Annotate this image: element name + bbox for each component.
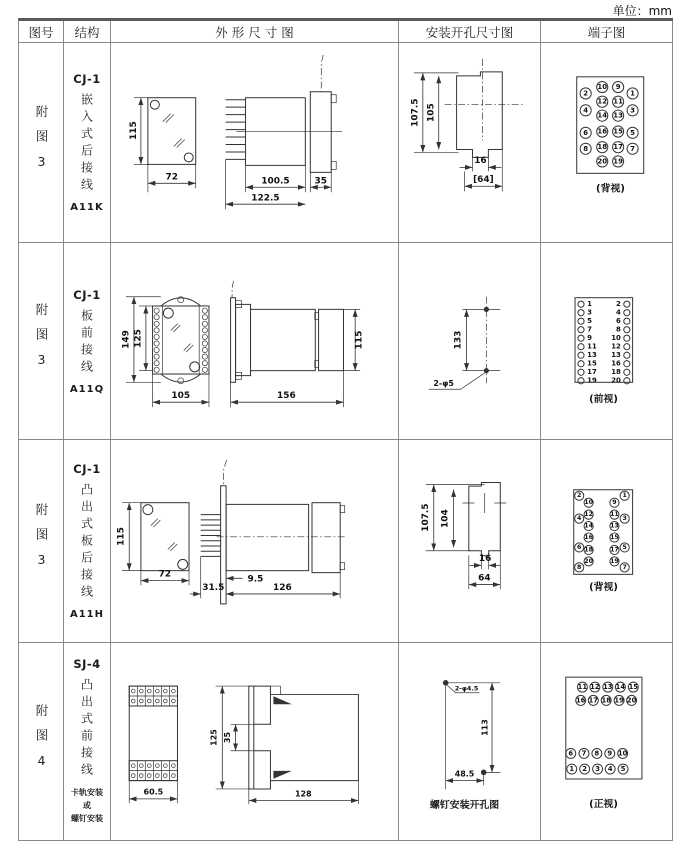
terminal-diagram-row1	[541, 43, 672, 242]
terminal-screw	[131, 774, 135, 778]
terminal-screw	[202, 334, 207, 339]
terminal-screw	[154, 321, 159, 326]
structure-desc: 凸出式板后接线	[79, 483, 94, 602]
dim-front-width: 60.5	[143, 787, 164, 797]
terminal-pin	[578, 335, 584, 341]
terminal-pin-number: 18	[597, 143, 608, 152]
terminal-screw	[163, 689, 167, 693]
terminal-pin	[624, 352, 630, 358]
terminal-screw	[202, 328, 207, 333]
terminal-screw	[163, 764, 167, 768]
terminal-screw	[155, 764, 159, 768]
terminal-screw	[147, 764, 151, 768]
note-line: 卡轨安装	[71, 788, 103, 798]
dim-front-height: 115	[128, 121, 139, 140]
type-code: A11Q	[69, 383, 105, 395]
terminal-pin-number: 3	[630, 106, 636, 115]
terminal-screw	[202, 308, 207, 313]
terminal-pin-number: 13	[611, 351, 621, 360]
terminal-pin	[578, 327, 584, 333]
terminal-pin	[624, 378, 630, 384]
hole-spec-label: 2-φ5	[433, 378, 454, 388]
figure-cell-row4	[19, 643, 64, 841]
terminal-pin-number: 4	[616, 308, 621, 317]
dim-side-height: 125	[209, 729, 219, 746]
mounting-cell-row3	[399, 440, 541, 643]
terminal-screw	[131, 699, 135, 703]
dim-front-height: 115	[116, 527, 127, 546]
terminal-pin-number: 20	[597, 157, 608, 166]
figure-number: 附图3	[34, 503, 49, 579]
terminal-screw	[171, 699, 175, 703]
terminal-pin-number: 9	[612, 499, 617, 507]
terminal-pin-number: 8	[577, 563, 582, 571]
terminal-pin-number: 7	[622, 563, 627, 571]
terminal-pin-number: 19	[587, 376, 597, 385]
terminal-screw	[154, 361, 159, 366]
mounting-drawing-row2	[399, 243, 540, 439]
terminal-pin	[578, 318, 584, 324]
figure-cell-row1	[19, 43, 64, 243]
spec-table	[18, 18, 673, 841]
terminal-pin-number: 17	[588, 696, 598, 705]
dim-body-depth: 126	[273, 582, 292, 593]
dim-cutout-v2: 104	[440, 509, 451, 528]
terminal-pin-number: 11	[613, 97, 623, 106]
dim-cutout-h1: 16	[478, 553, 492, 564]
terminal-pin-number: 15	[628, 683, 638, 692]
terminal-pin-number: 8	[583, 144, 589, 153]
terminal-pin	[578, 378, 584, 384]
terminal-pin-number: 17	[610, 546, 619, 554]
dim-cutout-v1: 107.5	[420, 503, 431, 532]
terminal-screw	[147, 689, 151, 693]
dim-cutout-h2: [64]	[473, 174, 494, 185]
terminal-pin-number: 1	[622, 492, 627, 500]
terminal-pin-number: 7	[581, 749, 587, 758]
terminal-pin-number: 19	[613, 157, 623, 166]
terminal-screw	[171, 689, 175, 693]
dim-total-depth: 122.5	[251, 193, 280, 204]
model-label: SJ-4	[73, 657, 101, 672]
figure-cell-row2	[19, 243, 64, 440]
terminal-pin-number: 4	[607, 765, 613, 774]
structure-cell-row4	[64, 643, 111, 841]
dim-cutout-v2: 105	[426, 103, 437, 122]
terminal-pin	[624, 344, 630, 350]
terminal-pin-number: 9	[607, 749, 613, 758]
terminal-pin-number: 3	[622, 515, 627, 523]
terminal-pin-number: 6	[616, 317, 621, 326]
terminal-screw	[154, 347, 159, 352]
terminal-pin	[624, 361, 630, 367]
mounting-drawing-row4	[399, 643, 540, 840]
mounting-cell-row4	[399, 643, 541, 841]
terminal-pin-number: 5	[620, 765, 626, 774]
dim-pin-offset: 9.5	[247, 574, 264, 585]
terminal-cell-row1	[541, 43, 673, 243]
terminal-screw	[154, 328, 159, 333]
terminal-pin-number: 16	[584, 534, 593, 542]
mounting-caption: 螺钉安装开孔图	[429, 800, 500, 812]
terminal-pin-number: 10	[617, 749, 628, 758]
terminal-screw	[163, 774, 167, 778]
terminal-view-label: (正视)	[589, 799, 618, 811]
terminal-cell-row2	[541, 243, 673, 440]
terminal-pin-number: 2	[582, 765, 588, 774]
type-code: A11K	[70, 202, 104, 213]
outline-cell-row4	[111, 643, 399, 841]
terminal-pin-number: 4	[577, 515, 582, 523]
terminal-screw	[147, 774, 151, 778]
dim-cutout-v1: 107.5	[410, 98, 421, 127]
dim-inner-height: 125	[133, 329, 144, 348]
dim-pin-depth: 31.5	[202, 582, 225, 593]
note-line: 螺钉安装	[71, 813, 103, 823]
dim-cutout-h2: 64	[478, 573, 491, 584]
terminal-pin-number: 14	[615, 683, 626, 692]
dim-outer-height: 149	[121, 330, 132, 349]
model-label: CJ-1	[73, 287, 101, 302]
terminal-pin-number: 13	[610, 522, 619, 530]
terminal-screw	[154, 308, 159, 313]
terminal-diagram-row2	[541, 243, 672, 439]
terminal-pin-number: 1	[630, 89, 636, 98]
terminal-pin	[578, 344, 584, 350]
terminal-pin	[624, 310, 630, 316]
note-line: 或	[83, 801, 91, 811]
terminal-screw	[202, 361, 207, 366]
dim-front-width: 105	[171, 391, 191, 402]
terminal-screw	[139, 689, 143, 693]
terminal-view-label: (前视)	[589, 394, 618, 406]
terminal-pin-number: 2	[616, 300, 621, 309]
terminal-screw	[171, 764, 175, 768]
terminal-screw	[171, 774, 175, 778]
terminal-pin	[578, 310, 584, 316]
outline-drawing-row2	[111, 243, 398, 439]
terminal-screw	[131, 689, 135, 693]
structure-desc: 嵌入式后接线	[79, 93, 94, 195]
terminal-cell-row4	[541, 643, 673, 841]
terminal-pin-number: 15	[613, 127, 623, 136]
terminal-pin-number: 13	[603, 683, 613, 692]
terminal-cell-row3	[541, 440, 673, 643]
type-code: A11H	[69, 609, 105, 620]
terminal-pin-number: 12	[590, 683, 600, 692]
dim-side-width: 156	[277, 391, 296, 402]
terminal-view-label: (背视)	[589, 582, 618, 594]
header-outline: 外 形 尺 寸 图	[111, 21, 399, 43]
terminal-pin-number: 6	[583, 128, 589, 137]
outline-cell-row2	[111, 243, 399, 440]
terminal-pin-number: 18	[584, 546, 593, 554]
terminal-pin-number: 6	[577, 543, 582, 551]
figure-number: 附图3	[34, 303, 49, 379]
terminal-screw	[154, 354, 159, 359]
outline-drawing-row4	[111, 643, 398, 840]
dim-hole-spacing: 133	[453, 330, 464, 350]
terminal-pin-number: 11	[610, 511, 619, 519]
dim-side-height: 115	[354, 330, 365, 350]
terminal-pin-number: 19	[610, 557, 619, 565]
terminal-pin	[578, 301, 584, 307]
structure-desc: 凸出式前接线	[79, 678, 94, 781]
dim-hole-h: 48.5	[454, 769, 475, 779]
terminal-screw	[202, 347, 207, 352]
mounting-drawing-row3	[399, 440, 540, 642]
terminal-pin-number: 11	[587, 342, 597, 351]
structure-cell-row2	[64, 243, 111, 440]
terminal-screw	[155, 689, 159, 693]
terminal-pin-number: 5	[587, 317, 592, 326]
terminal-screw	[139, 699, 143, 703]
terminal-screw	[147, 699, 151, 703]
terminal-view-label: (背视)	[596, 183, 625, 195]
terminal-screw	[154, 367, 159, 372]
terminal-pin-number: 16	[597, 127, 608, 136]
terminal-pin-number: 18	[611, 368, 621, 377]
terminal-pin	[578, 352, 584, 358]
mounting-cell-row1	[399, 43, 541, 243]
terminal-pin-number: 6	[568, 749, 574, 758]
header-mounting: 安装开孔尺寸图	[399, 21, 541, 43]
terminal-screw	[202, 367, 207, 372]
terminal-pin-number: 5	[622, 543, 627, 551]
terminal-pin-number: 5	[630, 128, 636, 137]
mounting-cell-row2	[399, 243, 541, 440]
terminal-pin-number: 15	[587, 359, 597, 368]
dim-rail-notch: 35	[223, 731, 233, 744]
terminal-screw	[131, 764, 135, 768]
terminal-pin-number: 20	[626, 696, 637, 705]
terminal-pin-number: 10	[611, 334, 621, 343]
terminal-screw	[155, 774, 159, 778]
dim-cutout-h1: 16	[474, 155, 487, 166]
terminal-screw	[139, 774, 143, 778]
dim-front-width: 72	[165, 172, 179, 183]
header-structure: 结构	[64, 21, 111, 43]
terminal-pin-number: 2	[577, 492, 582, 500]
dim-front-width: 72	[158, 569, 172, 580]
terminal-pin	[624, 369, 630, 375]
dim-flange-width: 35	[314, 176, 328, 187]
terminal-pin-number: 3	[587, 308, 592, 317]
outline-cell-row3	[111, 440, 399, 643]
terminal-screw	[202, 354, 207, 359]
terminal-screw	[202, 321, 207, 326]
terminal-pin-number: 18	[601, 696, 611, 705]
terminal-pin-number: 12	[611, 342, 621, 351]
figure-number: 附图3	[34, 104, 49, 181]
terminal-pin-number: 4	[583, 106, 589, 115]
terminal-pin-number: 1	[569, 765, 575, 774]
figure-cell-row3	[19, 440, 64, 643]
terminal-pin-number: 8	[616, 325, 621, 334]
terminal-pin-number: 9	[615, 83, 621, 92]
terminal-diagram-row4	[541, 643, 672, 840]
terminal-screw	[155, 699, 159, 703]
terminal-screw	[154, 341, 159, 346]
outline-drawing-row1	[111, 43, 398, 242]
terminal-pin-number: 15	[610, 534, 619, 542]
terminal-pin-number: 12	[597, 97, 608, 106]
terminal-screw	[154, 334, 159, 339]
terminal-pin	[578, 369, 584, 375]
terminal-pin-number: 20	[584, 557, 593, 565]
terminal-pin	[624, 318, 630, 324]
terminal-pin-number: 7	[630, 144, 636, 153]
terminal-pin-number: 14	[584, 522, 593, 530]
dim-hole-v: 113	[480, 719, 490, 736]
model-label: CJ-1	[73, 72, 101, 86]
terminal-pin-number: 16	[575, 696, 586, 705]
terminal-pin-number: 10	[584, 499, 593, 507]
terminal-pin-number: 12	[584, 511, 593, 519]
terminal-pin-number: 3	[595, 765, 600, 774]
terminal-diagram-row3	[541, 440, 672, 642]
dim-side-width: 128	[295, 789, 312, 799]
terminal-pin-number: 17	[613, 143, 623, 152]
terminal-pin	[624, 301, 630, 307]
terminal-screw	[154, 315, 159, 320]
terminal-screw	[139, 764, 143, 768]
terminal-pin-number: 1	[587, 300, 592, 309]
terminal-pin-number: 9	[587, 334, 592, 343]
figure-number: 附图4	[34, 703, 49, 780]
terminal-pin-number: 11	[577, 683, 588, 692]
hole-spec-label: 2-φ4.5	[454, 684, 479, 693]
unit-label: 单位：mm	[612, 4, 672, 18]
terminal-pin-number: 13	[587, 351, 597, 360]
terminal-pin-number: 14	[597, 111, 608, 120]
terminal-pin-number: 8	[594, 749, 600, 758]
terminal-pin	[578, 361, 584, 367]
terminal-pin-number: 7	[587, 325, 592, 334]
terminal-pin-number: 20	[611, 376, 621, 385]
structure-cell-row3	[64, 440, 111, 643]
structure-cell-row1	[64, 43, 111, 243]
terminal-screw	[202, 341, 207, 346]
terminal-pin-number: 10	[597, 83, 608, 92]
terminal-pin-number: 19	[614, 696, 624, 705]
header-figure: 图号	[19, 21, 64, 43]
model-label: CJ-1	[73, 462, 101, 476]
terminal-pin-number: 2	[583, 89, 589, 98]
header-terminal: 端子图	[541, 21, 673, 43]
terminal-pin-number: 17	[587, 368, 597, 377]
terminal-screw	[163, 699, 167, 703]
terminal-pin-number: 16	[611, 359, 621, 368]
terminal-pin-number: 13	[613, 111, 623, 120]
terminal-pin	[624, 327, 630, 333]
structure-desc: 板前接线	[79, 308, 94, 377]
outline-cell-row1	[111, 43, 399, 243]
terminal-screw	[202, 315, 207, 320]
mounting-drawing-row1	[399, 43, 540, 242]
mounting-note	[71, 787, 103, 825]
terminal-pin	[624, 335, 630, 341]
outline-drawing-row3	[111, 440, 398, 642]
dim-body-depth: 100.5	[261, 176, 290, 187]
